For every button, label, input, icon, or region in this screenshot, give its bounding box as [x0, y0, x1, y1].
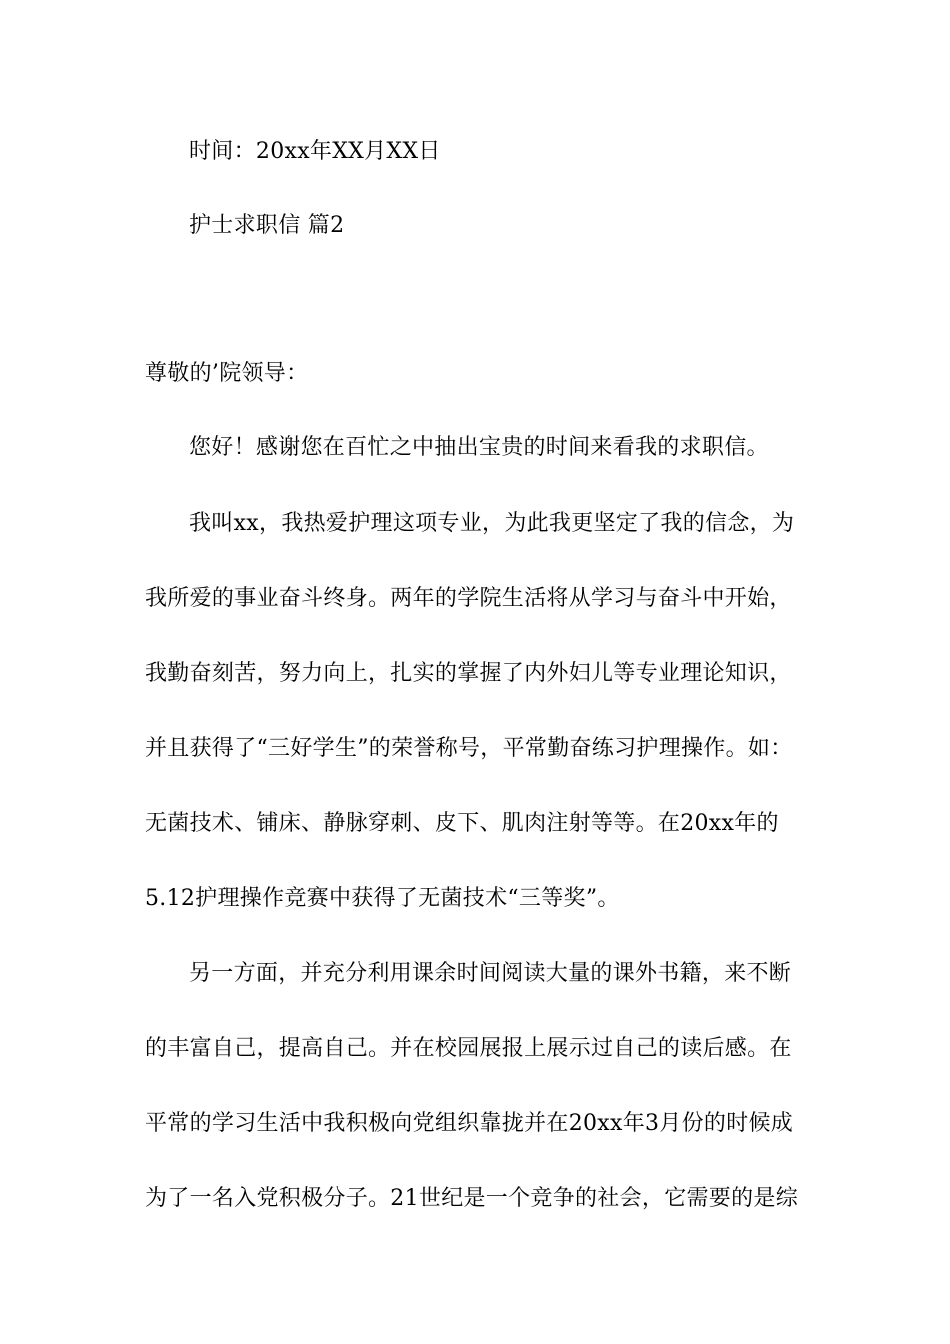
paragraph-line: 无菌技术、铺床、静脉穿刺、皮下、肌肉注射等等。在20xx年的 [145, 811, 779, 836]
paragraph-line: 我叫xx，我热爱护理这项专业，为此我更坚定了我的信念，为 [189, 511, 795, 536]
paragraph-line: 我所爱的事业奋斗终身。两年的学院生活将从学习与奋斗中开始， [145, 586, 792, 611]
paragraph-line: 另一方面，并充分利用课余时间阅读大量的课外书籍，来不断 [189, 961, 792, 986]
salutation: 尊敬的’院领导： [145, 361, 309, 386]
paragraph-line: 我勤奋刻苦，努力向上，扎实的掌握了内外妇儿等专业理论知识， [145, 661, 792, 686]
paragraph-line: 并且获得了“三好学生”的荣誉称号，平常勤奋练习护理操作。如： [145, 736, 793, 761]
date-line: 时间：20xx年XX月XX日 [189, 139, 441, 164]
paragraph-line: 的丰富自己，提高自己。并在校园展报上展示过自己的读后感。在 [145, 1036, 792, 1061]
paragraph-line: 平常的学习生活中我积极向党组织靠拢并在20xx年3月份的时候成 [145, 1111, 794, 1136]
section-title: 护士求职信 篇2 [189, 213, 345, 238]
greeting-line: 您好！感谢您在百忙之中抽出宝贵的时间来看我的求职信。 [189, 435, 769, 460]
paragraph-line: 5.12护理操作竞赛中获得了无菌技术“三等奖”。 [145, 886, 620, 911]
paragraph-line: 为了一名入党积极分子。21世纪是一个竞争的社会，它需要的是综 [145, 1186, 798, 1211]
